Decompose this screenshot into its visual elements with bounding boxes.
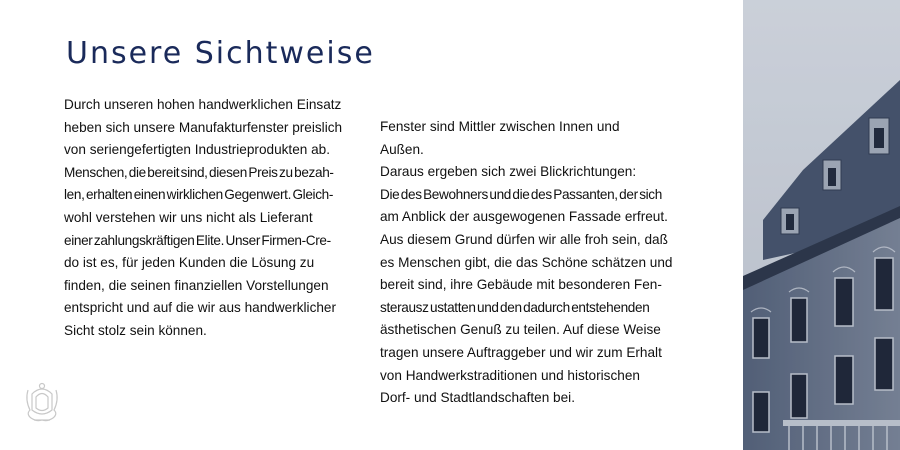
text-line: von Handwerkstraditionen und historischen — [380, 367, 640, 383]
right-paragraph — [380, 116, 700, 410]
text-line: Die des Bewohners und die des Passanten, der sich — [380, 186, 662, 202]
text-line: Daraus ergeben sich zwei Blickrichtungen: — [380, 164, 637, 180]
text-line: am Anblick der ausgewogenen Fassade erfreut. — [380, 209, 668, 225]
text-line: bereit sind, ihre Gebäude mit besonderen Fen- — [380, 277, 662, 293]
building-photo — [743, 0, 900, 450]
text-line: Außen. — [380, 141, 424, 157]
text-line: tragen unsere Auftraggeber und wir zum Erhalt — [380, 344, 662, 360]
text-line: heben sich unsere Manufakturfenster preislich — [64, 119, 343, 135]
text-line: ästhetischen Genuß zu teilen. Auf diese Weise — [380, 322, 661, 338]
text-line: es Menschen gibt, die das Schöne schätzen und — [380, 254, 673, 270]
crest-icon — [22, 380, 62, 424]
text-line: len, erhalten einen wirklichen Gegenwert. Gleich- — [64, 187, 334, 203]
text-line: do ist es, für jeden Kunden die Lösung zu — [64, 255, 315, 271]
text-line: Durch unseren hohen handwerklichen Einsatz — [64, 97, 342, 112]
text-line: entspricht und auf die wir aus handwerklicher — [64, 300, 337, 316]
text-line: einer zahlungskräftigen Elite. Unser Firmen-Cre- — [64, 232, 331, 248]
right-text-column — [380, 116, 700, 410]
text-line: von seriengefertigten Industrieprodukten ab. — [64, 142, 331, 158]
text-line: Sicht stolz sein können. — [64, 322, 207, 338]
page-title: Unsere Sichtweise — [66, 36, 375, 71]
text-line: Aus diesem Grund dürfen wir alle froh sein, daß — [380, 231, 668, 247]
text-line: sterausz ustatten und den dadurch entstehenden — [380, 299, 650, 315]
text-line: Menschen, die bereit sind, diesen Preis zu bezah- — [64, 164, 334, 180]
left-paragraph — [64, 94, 364, 343]
left-text-column — [64, 94, 364, 343]
text-line: finden, die seinen finanziellen Vorstellungen — [64, 277, 329, 293]
text-line: wohl verstehen wir uns nicht als Lieferant — [64, 209, 313, 225]
text-line: Dorf- und Stadtlandschaften bei. — [380, 390, 575, 406]
text-line: Fenster sind Mittler zwischen Innen und — [380, 119, 620, 134]
